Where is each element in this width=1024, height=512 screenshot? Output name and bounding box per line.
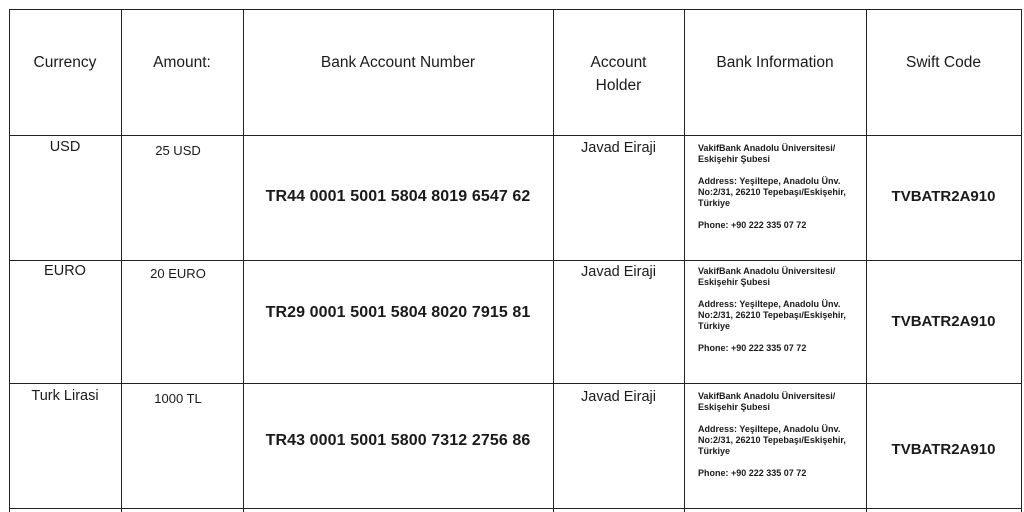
row1-bank-info bbox=[698, 143, 864, 231]
row1-amount: 25 USD bbox=[155, 143, 201, 158]
bank-phone: Phone: +90 222 335 07 72 bbox=[698, 468, 807, 478]
row1-currency: USD bbox=[49, 139, 81, 155]
bank-address: No:2/31, 26210 Tepebaşı/Eskişehir, bbox=[698, 310, 846, 320]
bank-address: No:2/31, 26210 Tepebaşı/Eskişehir, bbox=[698, 187, 846, 197]
bank-branch: Eskişehir Şubesi bbox=[698, 277, 771, 287]
bank-address: Türkiye bbox=[698, 321, 731, 331]
bank-address: Türkiye bbox=[698, 198, 731, 208]
bank-address: Address: Yeşiltepe, Anadolu Ünv. bbox=[698, 424, 841, 434]
row3-holder: Javad Eiraji bbox=[581, 389, 656, 405]
column-divider bbox=[1021, 9, 1022, 512]
bank-phone: Phone: +90 222 335 07 72 bbox=[698, 220, 807, 230]
bank-address: No:2/31, 26210 Tepebaşı/Eskişehir, bbox=[698, 435, 846, 445]
bank-name: VakifBank Anadolu Üniversitesi/ bbox=[698, 143, 836, 153]
bank-branch: Eskişehir Şubesi bbox=[698, 154, 771, 164]
row1-holder: Javad Eiraji bbox=[581, 140, 656, 156]
column-divider bbox=[866, 9, 867, 512]
header-bank-information: Bank Information bbox=[716, 54, 834, 71]
column-divider bbox=[9, 9, 10, 512]
header-currency: Currency bbox=[33, 54, 97, 71]
row3-swift: TVBATR2A910 bbox=[891, 441, 996, 458]
row2-swift: TVBATR2A910 bbox=[891, 313, 996, 330]
row2-iban: TR29 0001 5001 5804 8020 7915 81 bbox=[265, 304, 531, 321]
bank-name: VakifBank Anadolu Üniversitesi/ bbox=[698, 266, 836, 276]
row3-currency: Turk Lirasi bbox=[31, 388, 99, 404]
row-divider bbox=[9, 383, 1022, 384]
column-divider bbox=[684, 9, 685, 512]
header-holder-line2: Holder bbox=[595, 77, 642, 94]
header-swift-code: Swift Code bbox=[906, 54, 981, 71]
bank-phone: Phone: +90 222 335 07 72 bbox=[698, 343, 807, 353]
table-border-top bbox=[9, 9, 1022, 10]
header-account-holder bbox=[553, 51, 684, 97]
header-holder-line1: Account bbox=[590, 54, 647, 71]
row2-holder: Javad Eiraji bbox=[581, 264, 656, 280]
row-divider bbox=[9, 508, 1022, 509]
row1-iban: TR44 0001 5001 5804 8019 6547 62 bbox=[265, 188, 531, 205]
bank-branch: Eskişehir Şubesi bbox=[698, 402, 771, 412]
bank-address: Address: Yeşiltepe, Anadolu Ünv. bbox=[698, 299, 841, 309]
bank-name: VakifBank Anadolu Üniversitesi/ bbox=[698, 391, 836, 401]
column-divider bbox=[121, 9, 122, 512]
row2-amount: 20 EURO bbox=[150, 266, 206, 281]
row3-iban: TR43 0001 5001 5800 7312 2756 86 bbox=[265, 432, 531, 449]
row3-amount: 1000 TL bbox=[154, 391, 202, 406]
row2-bank-info bbox=[698, 266, 864, 354]
row3-bank-info bbox=[698, 391, 864, 479]
row1-swift: TVBATR2A910 bbox=[891, 188, 996, 205]
bank-address: Türkiye bbox=[698, 446, 731, 456]
header-divider bbox=[9, 135, 1022, 136]
bank-address: Address: Yeşiltepe, Anadolu Ünv. bbox=[698, 176, 841, 186]
row2-currency: EURO bbox=[44, 263, 86, 279]
header-account-number: Bank Account Number bbox=[320, 54, 476, 71]
header-amount: Amount: bbox=[153, 54, 211, 71]
row-divider bbox=[9, 260, 1022, 261]
